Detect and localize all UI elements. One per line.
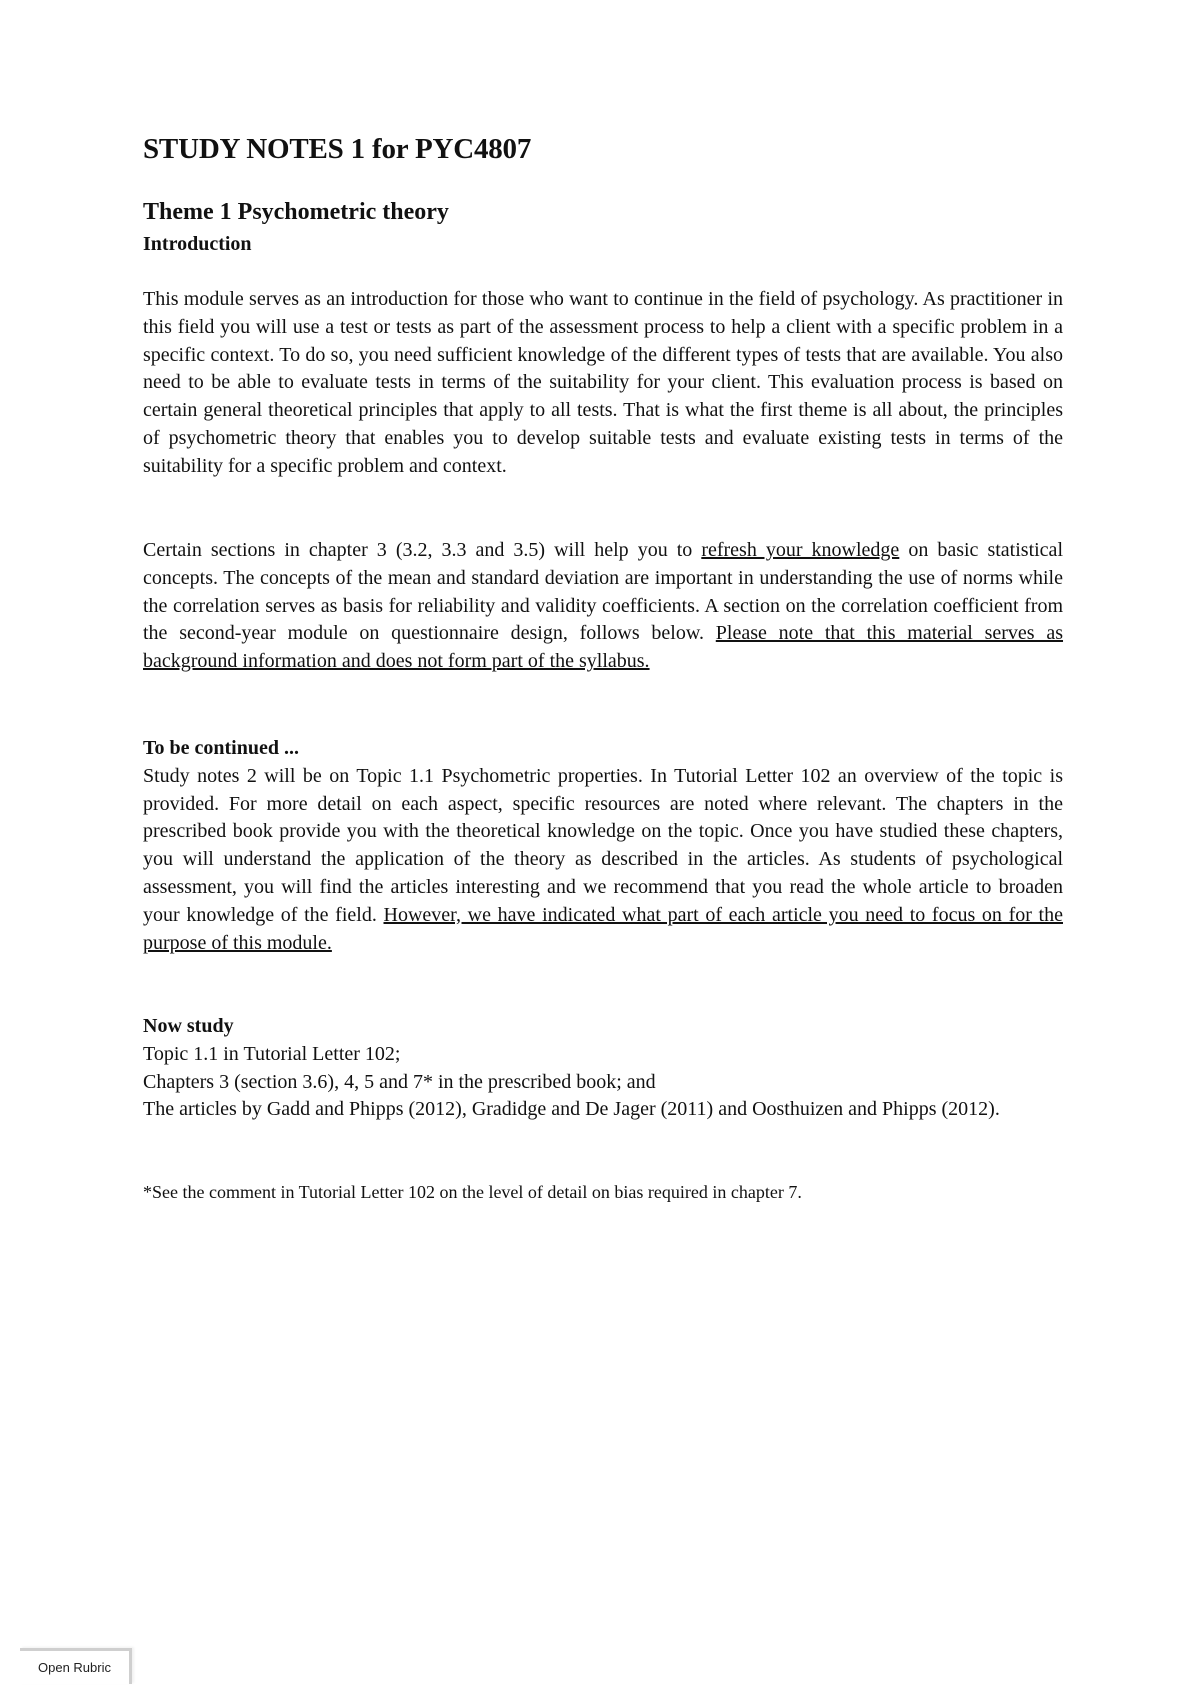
open-rubric-button[interactable] (20, 1648, 132, 1684)
now-study-item: The articles by Gadd and Phipps (2012), Gradidge and De Jager (2011) and Oosthuizen and Phipps (2012). (143, 1098, 1000, 1121)
continued-text: Study notes 2 will be on Topic 1.1 Psychometric properties. In Tutorial Letter 102 an overview of the topic is provided. For more detail on each aspect, specific resources are noted where relevant. The chapters in the prescribed book provide you with the theoretical knowledge on the topic. Once you have studied these chapters, you will understand the application of the theory as described in the articles. As students of psychological assessment, you will find the articles interesting and we recommend that you read the whole article to broaden your knowledge of the field. (143, 764, 1063, 926)
refresh-knowledge-underline: refresh your knowledge (701, 539, 900, 561)
focus-note-underline: However, we have indicated what part of each article you need to focus on for the purpose of this module. (143, 903, 1063, 954)
open-rubric-label: Open Rubric (38, 1660, 111, 1675)
now-study-section (143, 1013, 1063, 1124)
introduction-heading: Introduction (143, 233, 252, 255)
now-study-list (143, 1041, 1063, 1124)
now-study-item: Chapters 3 (section 3.6), 4, 5 and 7* in the prescribed book; and (143, 1070, 656, 1093)
footnote: *See the comment in Tutorial Letter 102 on the level of detail on bias required in chapter 7. (143, 1182, 802, 1202)
theme-title: Theme 1 Psychometric theory (143, 199, 449, 225)
now-study-item: Topic 1.1 in Tutorial Letter 102; (143, 1042, 401, 1065)
now-study-heading: Now study (143, 1015, 234, 1037)
introduction-paragraph: This module serves as an introduction for those who want to continue in the field of psychology. As practitioner in this field you will use a test or tests as part of the assessment process to help a client with a specific problem in a specific context. To do so, you need sufficient knowledge of the different types of tests that are available. You also need to be able to evaluate tests in terms of the suitability for your client. This evaluation process is based on certain general theoretical principles that apply to all tests. That is what the first theme is all about, the principles of psychometric theory that enables you to develop suitable tests and evaluate existing tests in terms of the suitability for a specific problem and context. (143, 288, 1063, 477)
statistics-text-1: Certain sections in chapter 3 (3.2, 3.3 and 3.5) will help you to (143, 539, 702, 561)
statistics-text-2: on basic statistical concepts. The concepts of the mean and standard deviation are important in understanding the use of norms while the correlation serves as basis for reliability and validity coefficients. A section on the correlation coefficient from the second-year module on questionnaire design, follows below. (143, 539, 1063, 645)
document-title: STUDY NOTES 1 for PYC4807 (143, 133, 532, 165)
background-note-underline: Please note that this material serves as background information and does not form part of the syllabus. (143, 622, 1064, 673)
to-be-continued-section (143, 735, 1063, 957)
statistics-paragraph (143, 537, 1063, 676)
to-be-continued-heading: To be continued ... (143, 737, 299, 759)
to-be-continued-paragraph (143, 763, 1063, 958)
